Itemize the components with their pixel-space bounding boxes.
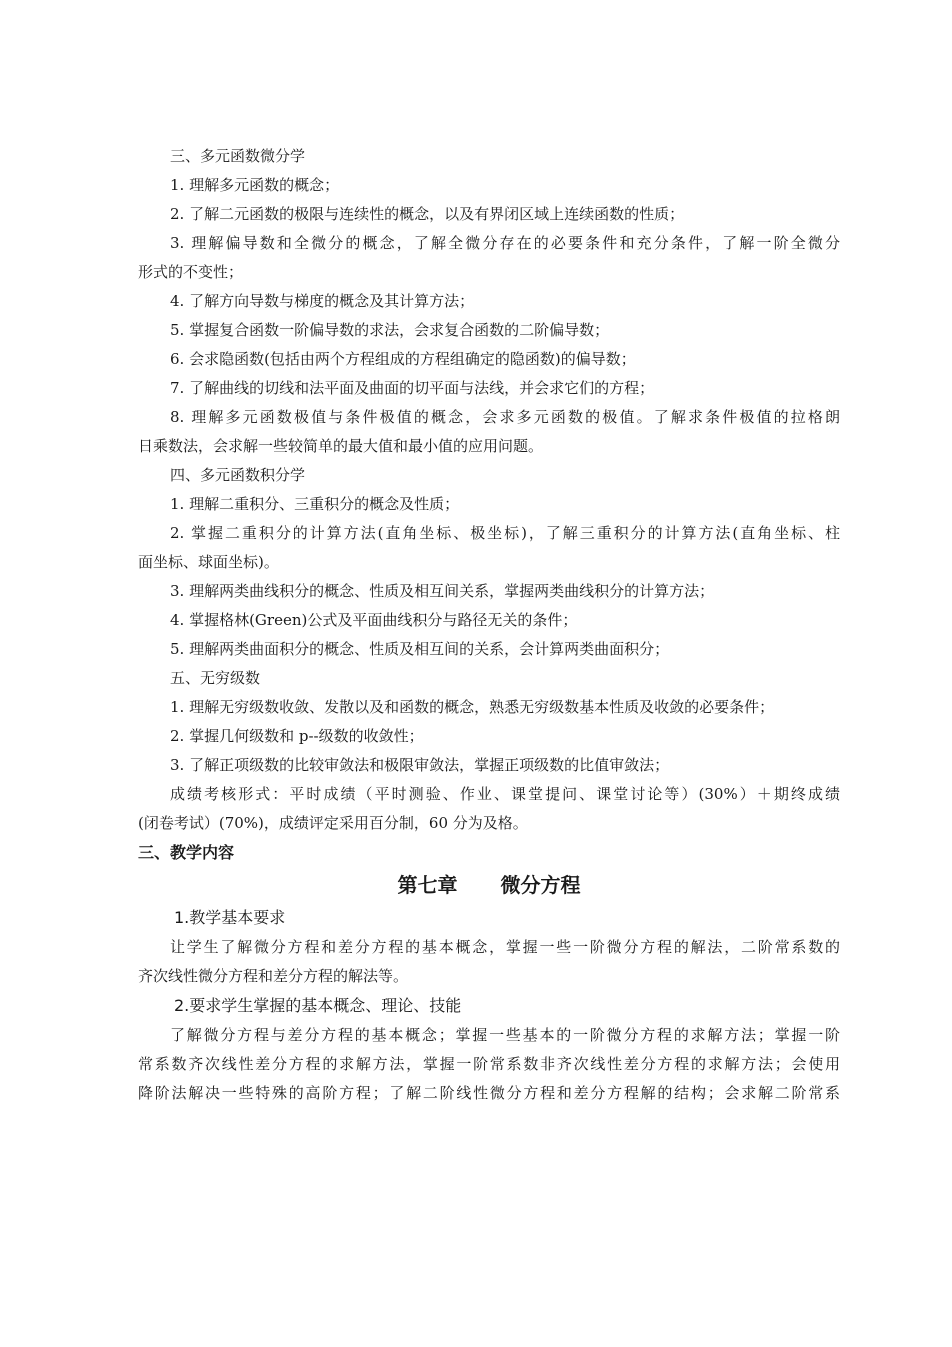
list-item-continuation: 面坐标、球面坐标)。 [138,553,279,571]
key-concepts-heading: 2.要求学生掌握的基本概念、理论、技能 [174,996,462,1015]
list-item: 7. 了解曲线的切线和法平面及曲面的切平面与法线，并会求它们的方程； [170,379,655,397]
list-item: 1. 理解无穷级数收敛、发散以及和函数的概念，熟悉无穷级数基本性质及收敛的必要条件； [170,698,775,716]
paragraph-line: 降阶法解决一些特殊的高阶方程；了解二阶线性微分方程和差分方程解的结构；会求解二阶常系 [138,1084,840,1102]
paragraph-line: 让学生了解微分方程和差分方程的基本概念，掌握一些一阶微分方程的解法，二阶常系数的 [170,938,840,956]
list-item: 6. 会求隐函数(包括由两个方程组成的方程组确定的隐函数)的偏导数； [170,350,636,368]
list-item: 2. 掌握几何级数和 p--级数的收敛性； [170,727,424,745]
paragraph-line: 齐次线性微分方程和差分方程的解法等。 [138,967,409,985]
list-item: 1. 理解多元函数的概念； [170,176,340,194]
list-item: 3. 理解两类曲线积分的概念、性质及相互间关系，掌握两类曲线积分的计算方法； [170,582,715,600]
list-item-continuation: 形式的不变性； [138,263,244,281]
list-item: 3. 了解正项级数的比较审敛法和极限审敛法，掌握正项级数的比值审敛法； [170,756,670,774]
teaching-content-heading: 三、教学内容 [138,843,235,862]
list-item: 2. 掌握二重积分的计算方法(直角坐标、极坐标)，了解三重积分的计算方法(直角坐标、柱 [170,524,840,542]
list-item: 5. 理解两类曲面积分的概念、性质及相互间的关系，会计算两类曲面积分； [170,640,670,658]
basic-requirements-heading: 1.教学基本要求 [174,908,286,927]
assessment-text-continuation: (闭卷考试）(70%)，成绩评定采用百分制，60 分为及格。 [138,814,528,832]
list-item-continuation: 日乘数法，会求解一些较简单的最大值和最小值的应用问题。 [138,437,544,455]
section-heading-multivariable-integral: 四、多元函数积分学 [170,466,306,484]
list-item: 1. 理解二重积分、三重积分的概念及性质； [170,495,460,513]
list-item: 8. 理解多元函数极值与条件极值的概念，会求多元函数的极值。了解求条件极值的拉格朗 [170,408,840,426]
paragraph-line: 了解微分方程与差分方程的基本概念；掌握一些基本的一阶微分方程的求解方法；掌握一阶 [170,1026,840,1044]
list-item: 3. 理解偏导数和全微分的概念，了解全微分存在的必要条件和充分条件，了解一阶全微分 [170,234,840,252]
chapter-title: 第七章 微分方程 [397,873,581,897]
section-heading-infinite-series: 五、无穷级数 [170,669,261,687]
list-item: 4. 掌握格林(Green)公式及平面曲线积分与路径无关的条件； [170,611,578,629]
list-item: 4. 了解方向导数与梯度的概念及其计算方法； [170,292,475,310]
assessment-text: 成绩考核形式：平时成绩（平时测验、作业、课堂提问、课堂讨论等）(30%）＋期终成绩 [170,785,840,803]
list-item: 5. 掌握复合函数一阶偏导数的求法，会求复合函数的二阶偏导数； [170,321,610,339]
paragraph-line: 常系数齐次线性差分方程的求解方法，掌握一阶常系数非齐次线性差分方程的求解方法；会使用 [138,1055,840,1073]
section-heading-multivariable-differential: 三、多元函数微分学 [170,147,306,165]
list-item: 2. 了解二元函数的极限与连续性的概念，以及有界闭区域上连续函数的性质； [170,205,685,223]
document-page [138,142,840,1108]
